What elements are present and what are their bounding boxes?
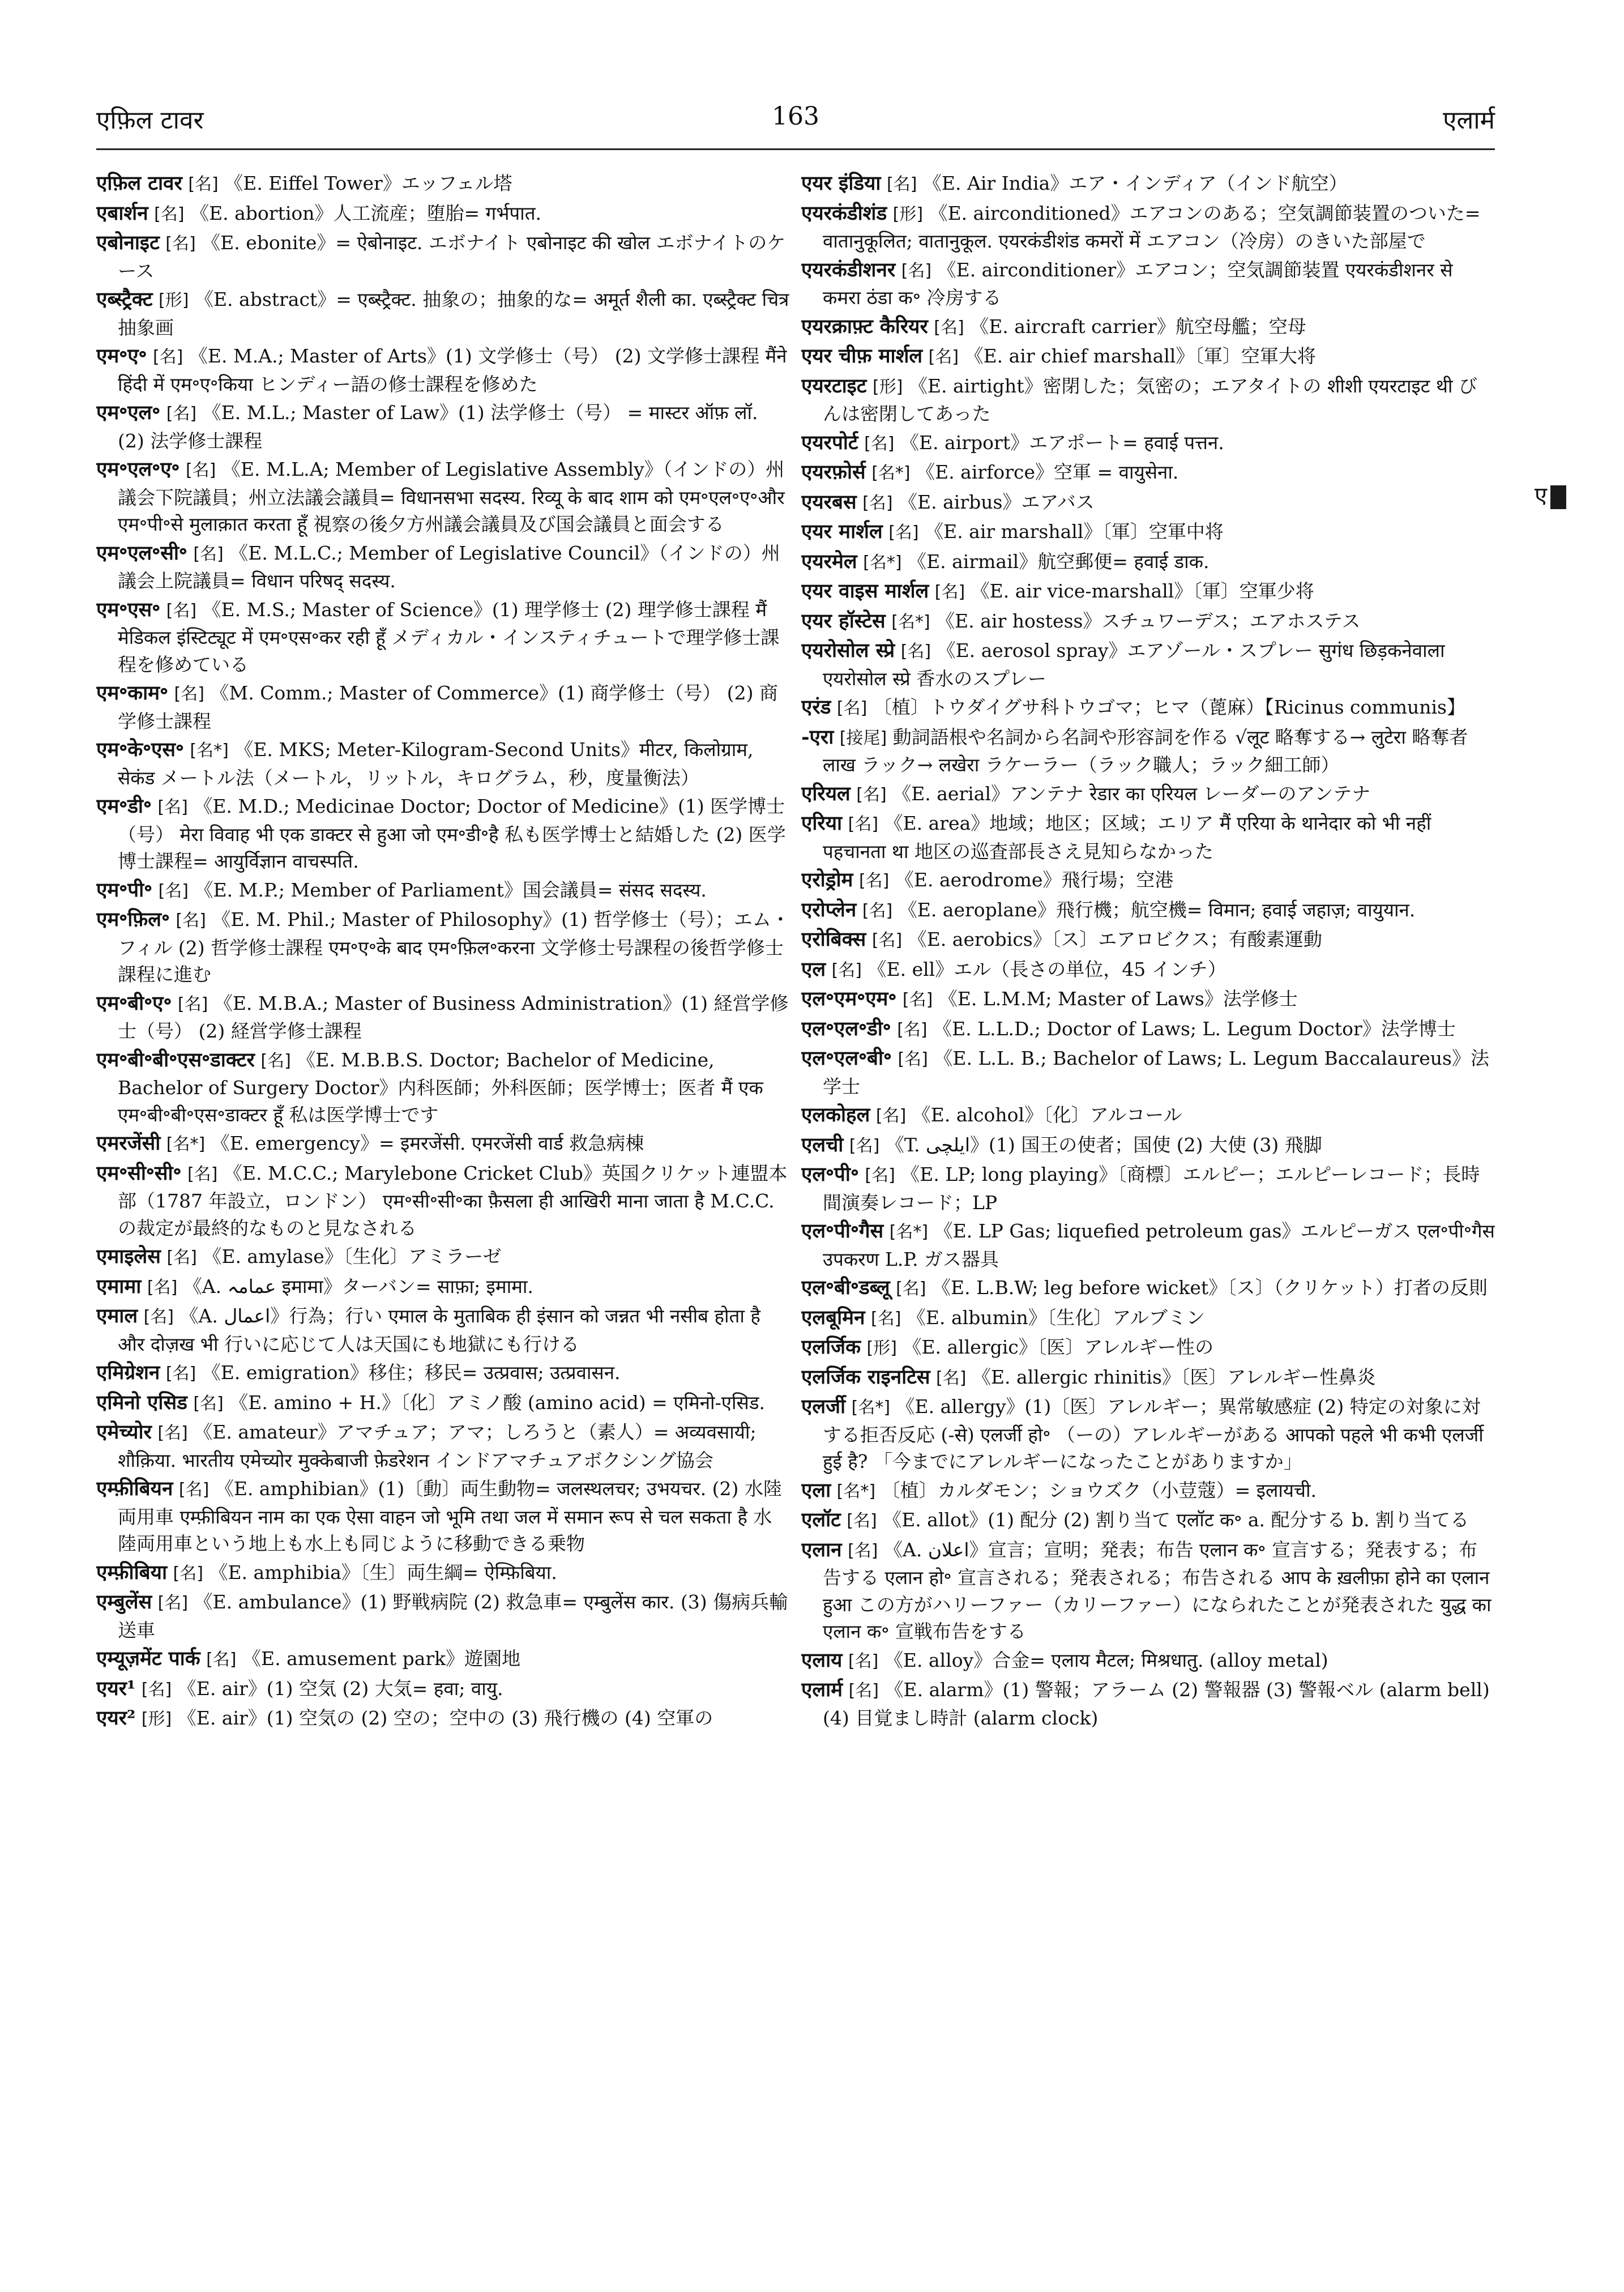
dictionary-entry xyxy=(96,906,790,988)
entry-definition: 《E. M.B.A.; Master of Business Administration》(1) 経営学修士（号） (2) 経営学修士課程 xyxy=(118,992,789,1042)
entry-part-of-speech: [名] xyxy=(934,582,965,602)
dictionary-entry xyxy=(96,680,790,735)
entry-definition: 《E. ebonite》= ऐबोनाइट. エボナイト एबोनाइट की खोल エボナイトのケース xyxy=(118,232,786,282)
entry-part-of-speech: [名] xyxy=(864,433,895,454)
dictionary-entry xyxy=(801,578,1495,606)
entry-headword: एलर्जी xyxy=(801,1395,846,1418)
entry-definition: 《E. M.B.B.S. Doctor; Bachelor of Medicine, Bachelor of Surgery Doctor》内科医師；外科医師；医学博士；医者 मैं एक एम॰बी॰बी॰एस॰डाक्टर हूँ 私は医学博士です xyxy=(118,1048,763,1126)
entry-definition: 《E. M.C.C.; Marylebone Cricket Club》英国クリケット連盟本部（1787 年設立，ロンドン） एम॰सी॰सी॰का फ़ैसला ही आखिरी माना जाता है M.C.C. の裁定が最終的なものと見なされる xyxy=(118,1162,788,1239)
header-rule xyxy=(96,148,1495,150)
entry-definition: 《E. allergic》〔医〕アレルギー性の xyxy=(903,1336,1214,1358)
entry-definition: 《E. L.M.M; Master of Laws》法学修士 xyxy=(938,988,1298,1010)
dictionary-entry xyxy=(801,1102,1495,1130)
entry-headword: एम्बुलेंस xyxy=(96,1590,152,1614)
entry-part-of-speech: [名] xyxy=(871,931,903,950)
entry-part-of-speech: [名] xyxy=(831,960,862,980)
entry-headword: एम्फ़ीबियन xyxy=(96,1477,173,1500)
entry-definition: 《E. amusement park》遊園地 xyxy=(242,1647,521,1670)
entry-headword: एलान xyxy=(801,1538,842,1561)
entry-headword: एबोनाइट xyxy=(96,231,160,254)
entry-headword: एम॰बी॰ए॰ xyxy=(96,991,172,1015)
entry-part-of-speech: [名] xyxy=(157,1423,188,1443)
entry-part-of-speech: [名] xyxy=(898,1049,928,1069)
entry-headword: एम॰एस॰ xyxy=(96,597,161,621)
entry-part-of-speech: [名*] xyxy=(836,1481,876,1501)
entry-definition: 《E. alarm》(1) 警報；アラーム (2) 警報器 (3) 警報ベル (alarm bell) (4) 目覚まし時計 (alarm clock) xyxy=(823,1679,1490,1729)
entry-definition: 《E. MKS; Meter-Kilogram-Second Units》मीटर, किलोग्राम, सेकंड メートル法（メートル，リットル，キログラム，秒，度量衡法） xyxy=(118,739,754,789)
entry-definition: 《E. M.A.; Master of Arts》(1) 文学修士（号） (2) 文学修士課程 मैंने हिंदी में एम॰ए॰किया ヒンディー語の修士課程を修めた xyxy=(118,345,787,395)
entry-headword: एल॰एल॰बी॰ xyxy=(801,1047,892,1070)
entry-definition: 《E. airbus》エアバス xyxy=(899,490,1095,513)
thumb-index-tab xyxy=(1535,479,1566,510)
entry-part-of-speech: [名*] xyxy=(889,1222,929,1242)
entry-part-of-speech: [形] xyxy=(141,1709,172,1729)
dictionary-entry xyxy=(96,1047,790,1129)
dictionary-entry xyxy=(96,229,790,284)
entry-headword: एब्स्ट्रैक्ट xyxy=(96,288,153,311)
entry-headword: एलर्जिक राइनटिस xyxy=(801,1365,930,1389)
entry-headword: एम॰फ़िल॰ xyxy=(96,908,170,931)
entry-part-of-speech: [形] xyxy=(892,204,924,224)
dictionary-entry xyxy=(801,1536,1495,1645)
entry-headword: -एरा xyxy=(801,725,834,749)
entry-definition: 《E. air marshall》〔軍〕空軍中将 xyxy=(925,520,1224,543)
entry-part-of-speech: [名] xyxy=(152,347,183,367)
entry-definition: 《E. emigration》移住；移民= उत्प्रवास; उत्प्रवासन. xyxy=(202,1361,621,1384)
entry-part-of-speech: [名] xyxy=(165,1364,196,1384)
entry-headword: एलाय xyxy=(801,1648,843,1672)
entry-headword: एमिनो एसिड xyxy=(96,1390,187,1414)
entry-definition: 《E. albumin》〔生化〕アルブミン xyxy=(907,1306,1205,1329)
dictionary-entry xyxy=(801,810,1495,865)
dictionary-entry xyxy=(801,1218,1495,1273)
entry-headword: एम॰एल॰ए॰ xyxy=(96,458,180,481)
entry-headword: एमरजेंसी xyxy=(96,1132,161,1155)
dictionary-entry xyxy=(96,1419,790,1474)
entry-headword: एयरक्राफ़्ट कैरियर xyxy=(801,314,928,338)
entry-part-of-speech: [形] xyxy=(873,377,903,397)
entry-headword: एल॰बी॰डब्लू xyxy=(801,1276,890,1299)
entry-definition: 《E. allot》(1) 配分 (2) 割り当て एलॉट क॰ a. 配分する b. 割り当てる xyxy=(883,1509,1469,1531)
entry-definition: 《E. aeroplane》飛行機；航空機= विमान; हवाई जहाज़; वायुयान. xyxy=(898,898,1416,921)
guide-word-left: एफ़िल टावर xyxy=(96,106,204,135)
dictionary-entry xyxy=(801,313,1495,342)
entry-definition: 動詞語根や名詞から名詞や形容詞を作る √लूट 略奪する→ लुटेरा 略奪者 लाख ラック→ लखेरा ラケーラー（ラック職人；ラック細工師） xyxy=(823,725,1468,776)
entry-definition: 《E. M.D.; Medicinae Doctor; Doctor of Medicine》(1) 医学博士（号） मेरा विवाह भी एक डाक्टर से हुआ जो एम॰डी॰है 私も医学博士と結婚した (2) 医学博士課程= आयुर्विज्ञान वाचस्पति. xyxy=(118,795,786,872)
dictionary-entry xyxy=(96,1559,790,1587)
dictionary-entry xyxy=(96,170,790,198)
entry-definition: 《E. M. Phil.; Master of Philosophy》(1) 哲学修士（号）；エム・フィル (2) 哲学修士課程 एम॰ए॰के बाद एम॰फ़िल॰करना 文学修士号課程の後哲学修士課程に進む xyxy=(118,908,790,985)
entry-headword: एलची xyxy=(801,1133,844,1156)
entry-definition: 《E. aerodrome》飛行場；空港 xyxy=(895,869,1174,891)
dictionary-entry xyxy=(96,1243,790,1271)
entry-headword: एयरबस xyxy=(801,490,857,514)
entry-definition: 《A. عمامہ इमामा》ターバン= साफ़ा; इमामा. xyxy=(183,1275,533,1297)
page-number: 163 xyxy=(772,102,819,131)
entry-headword: एल॰पी॰गैस xyxy=(801,1219,884,1243)
entry-part-of-speech: [名] xyxy=(260,1051,291,1071)
entry-definition: 《E. amateur》アマチュア；アマ；しろうと（素人）= अव्यवसायी; शौक़िया. भारतीय एमेच्योर मुक्केबाजी फ़ेडरेशन インドアマチュアボクシング協会 xyxy=(118,1421,757,1471)
dictionary-entry xyxy=(801,200,1495,255)
dictionary-entry xyxy=(801,1045,1495,1100)
entry-definition: 《E. L.L.D.; Doctor of Laws; L. Legum Doctor》法学博士 xyxy=(933,1017,1456,1040)
dictionary-entry xyxy=(801,1334,1495,1362)
dictionary-entry xyxy=(801,1676,1495,1731)
entry-definition: 〔植〕トウダイグサ科トウゴマ；ヒマ（蓖麻）【Ricinus communis】 xyxy=(873,696,1465,718)
entry-part-of-speech: [名] xyxy=(847,1511,877,1531)
entry-part-of-speech: [名] xyxy=(928,347,959,367)
guide-word-right: एलार्म xyxy=(1443,106,1495,135)
dictionary-entry xyxy=(96,877,790,905)
dictionary-entry xyxy=(96,1303,790,1358)
entry-definition: 《E. M.L.; Master of Law》(1) 法学修士（号） = मास्टर ऑफ़ लॉ. (2) 法学修士課程 xyxy=(118,402,758,452)
entry-part-of-speech: [名] xyxy=(178,1480,210,1500)
dictionary-entry xyxy=(96,1359,790,1388)
entry-headword: एम॰एल॰ xyxy=(96,401,161,424)
entry-headword: एयर² xyxy=(96,1706,136,1730)
entry-part-of-speech: [名] xyxy=(188,174,219,194)
entry-part-of-speech: [名] xyxy=(177,994,208,1014)
entry-definition: 《A. اعلان》宣言；宣明；発表；布告 एलान क॰ 宣言する；発表する；布告する एलान हो॰ 宣言される；発表される；布告される आप के ख़लीफ़ा होने का एलान हुआ この方がハリーファー（カリーファー）になられたことが発表された युद्ध का एलान क॰ 宣戦布告をする xyxy=(823,1538,1491,1642)
dictionary-entry xyxy=(801,694,1495,722)
dictionary-entry xyxy=(801,429,1495,458)
entry-headword: एल॰एम॰एम॰ xyxy=(801,987,897,1010)
entry-definition: 《E. LP Gas; liquefied petroleum gas》エルピーガス एल॰पी॰गैस उपकरण L.P. ガス器具 xyxy=(823,1220,1495,1270)
entry-definition: 《E. air vice-marshall》〔軍〕空軍少将 xyxy=(971,580,1314,602)
entry-headword: एयरकंडीशनर xyxy=(801,258,896,281)
entry-headword: एम॰पी॰ xyxy=(96,878,153,902)
entry-part-of-speech: [名] xyxy=(858,871,890,891)
entry-definition: 《E. alloy》合金= एलाय मैटल; मिश्रधातु. (alloy metal) xyxy=(884,1649,1328,1671)
dictionary-entry xyxy=(96,1130,790,1158)
dictionary-entry xyxy=(96,1273,790,1301)
entry-definition: 《E. amphibian》(1)〔動〕両生動物= जलस्थलचर; उभयचर. (2) 水陸両用車 एम्फ़ीबियन नाम का एक ऐसा वाहन जो भूमि तथा जल में समान रूप से चल सकता है 水陸両用車という地上も水上も同じように移動できる乗物 xyxy=(118,1478,782,1555)
entry-part-of-speech: [名] xyxy=(862,493,893,513)
entry-definition: 《E. ell》エル（長さの単位，45 インチ） xyxy=(867,958,1226,980)
entry-definition: 《E. air》(1) 空気 (2) 大気= हवा; वायु. xyxy=(177,1677,503,1700)
entry-definition: 《E. ambulance》(1) 野戦病院 (2) 救急車= एम्बुलेंस कार. (3) 傷病兵輸送車 xyxy=(118,1591,788,1641)
dictionary-entry xyxy=(96,1160,790,1242)
entry-definition: 《E. M.P.; Member of Parliament》国会議員= संसद सदस्य. xyxy=(194,878,707,901)
entry-headword: एम॰डी॰ xyxy=(96,795,152,818)
dictionary-entry xyxy=(801,548,1495,577)
entry-part-of-speech: [名] xyxy=(848,1540,878,1561)
entry-definition: 《E. Eiffel Tower》エッフェル塔 xyxy=(224,172,512,194)
entry-definition: 《E. L.B.W; leg before wicket》〔ス〕（クリケット）打者の反則 xyxy=(931,1277,1488,1299)
dictionary-entry xyxy=(96,540,790,595)
dictionary-entry xyxy=(96,1475,790,1557)
entry-definition: 《E. airconditioner》エアコン；空気調節装置 एयरकंडीशनर से कमरा ठंडा क॰ 冷房する xyxy=(823,258,1453,309)
entry-part-of-speech: [名*] xyxy=(190,741,229,761)
dictionary-entry xyxy=(801,867,1495,895)
entry-definition: 《E. allergy》(1)〔医〕アレルギー；異常敏感症 (2) 特定の対象に対する拒否反応 (-से) एलर्जी हो॰ （ーの）アレルギーがある आपको पहले भी कभी एलर्जी हुई है? 「今までにアレルギーになったことがありますか」 xyxy=(823,1395,1484,1472)
entry-part-of-speech: [名*] xyxy=(863,552,902,573)
entry-definition: 《E. M.L.C.; Member of Legislative Council》（インドの）州議会上院議員= विधान परिषद् सदस्य. xyxy=(118,541,780,592)
dictionary-entry xyxy=(96,1675,790,1704)
entry-part-of-speech: [名] xyxy=(848,1651,879,1671)
entry-definition: 《E. air hostess》スチュワーデス；エアホステス xyxy=(936,609,1361,632)
page-header xyxy=(96,102,1495,142)
dictionary-entry xyxy=(801,1477,1495,1505)
entry-part-of-speech: [名] xyxy=(848,814,879,834)
entry-headword: एम॰ए॰ xyxy=(96,344,147,368)
entry-definition: 《E. M.L.A; Member of Legislative Assembly》（インドの）州議会下院議員；州立法議会議員= विधानसभा सदस्य. रिव्यू के बाद शाम को एम॰एल॰ए॰और एम॰पी॰से मुलाक़ात करता हूँ 視察の後夕方州議会議員及び国会議員と面会する xyxy=(118,458,785,535)
entry-part-of-speech: [名] xyxy=(900,642,931,661)
entry-part-of-speech: [名] xyxy=(848,1681,879,1701)
entry-part-of-speech: [名] xyxy=(147,1277,178,1297)
entry-headword: एलॉट xyxy=(801,1508,841,1531)
entry-part-of-speech: [名] xyxy=(888,523,919,543)
entry-definition: 《E. LP; long playing》〔商標〕エルピー；エルピーレコード；長時間演奏レコード；LP xyxy=(823,1163,1480,1214)
entry-definition: 《E. airconditioned》エアコンのある；空気調節装置のついた= वातानुकूलित; वातानुकूल. एयरकंडीशंड कमरों में エアコン（冷房）のきいた部屋で xyxy=(823,202,1481,252)
entry-definition: 《E. airtight》密閉した；気密の；エアタイトの शीशी एयरटाइट थी びんは密閉してあった xyxy=(823,374,1477,425)
entry-headword: एयर हॉस्टेस xyxy=(801,609,886,633)
dictionary-entry xyxy=(96,596,790,678)
entry-part-of-speech: [形] xyxy=(159,291,189,310)
entry-headword: एम॰काम॰ xyxy=(96,681,168,705)
entry-part-of-speech: [名] xyxy=(158,881,189,901)
dictionary-entry xyxy=(96,456,790,538)
entry-headword: एल xyxy=(801,957,826,981)
entry-definition: 《E. emergency》= इमरजेंसी. एमरजेंसी वार्ड 救急病棟 xyxy=(211,1132,644,1154)
entry-part-of-speech: [名] xyxy=(902,990,933,1010)
dictionary-entry xyxy=(96,286,790,341)
dictionary-entry xyxy=(96,1589,790,1644)
entry-headword: एयर¹ xyxy=(96,1676,136,1700)
dictionary-entry xyxy=(801,1393,1495,1475)
thumb-index-marker xyxy=(1550,485,1566,509)
entry-headword: एम॰बी॰बी॰एस॰डाक्टर xyxy=(96,1048,255,1072)
entry-definition: 《M. Comm.; Master of Commerce》(1) 商学修士（号） (2) 商学修士課程 xyxy=(118,682,778,732)
entry-part-of-speech: [名] xyxy=(862,900,893,921)
entry-part-of-speech: [名] xyxy=(166,600,197,621)
entry-definition: 《E. aerosol spray》エアゾール・スプレー सुगंध छिड़कनेवाला एयरोसोल स्प्रे 香水のスプレー xyxy=(823,639,1445,690)
entry-part-of-speech: [名] xyxy=(193,544,224,564)
entry-part-of-speech: [名] xyxy=(887,174,917,194)
entry-part-of-speech: [名] xyxy=(157,1593,189,1613)
dictionary-entry xyxy=(801,1161,1495,1216)
entry-headword: एला xyxy=(801,1478,831,1502)
entry-part-of-speech: [名] xyxy=(206,1650,237,1670)
entry-headword: एलबूमिन xyxy=(801,1305,865,1329)
left-column xyxy=(96,170,790,2231)
entry-definition: 《E. air chief marshall》〔軍〕空軍大将 xyxy=(964,345,1316,367)
entry-definition: 《E. area》地域；地区；区域；エリア मैं एरिया के थानेदार को भी नहीं पहचानता था 地区の巡査部長さえ見知らなかった xyxy=(823,812,1431,863)
dictionary-entry xyxy=(96,200,790,228)
entry-headword: एरियल xyxy=(801,782,851,805)
entry-headword: एम॰एल॰सी॰ xyxy=(96,541,187,565)
dictionary-entry xyxy=(96,399,790,454)
entry-headword: एमाल xyxy=(96,1304,138,1328)
dictionary-entry xyxy=(801,1364,1495,1392)
entry-part-of-speech: [名] xyxy=(187,1164,218,1184)
dictionary-entry xyxy=(801,373,1495,428)
entry-headword: एम॰सी॰सी॰ xyxy=(96,1161,182,1185)
dictionary-entry xyxy=(801,780,1495,809)
entry-headword: एमिग्रेशन xyxy=(96,1361,160,1384)
entry-part-of-speech: [名] xyxy=(897,1019,928,1040)
entry-headword: एयर मार्शल xyxy=(801,520,883,543)
entry-headword: एरंड xyxy=(801,695,831,719)
entry-part-of-speech: [名] xyxy=(143,1307,174,1327)
dictionary-entry xyxy=(801,1506,1495,1535)
entry-headword: एलकोहल xyxy=(801,1103,870,1126)
entry-headword: एयरोसोल स्प्रे xyxy=(801,639,895,662)
dictionary-entry xyxy=(96,990,790,1045)
entry-part-of-speech: [名] xyxy=(165,234,196,254)
entry-headword: एमाइलेस xyxy=(96,1245,161,1268)
dictionary-entry xyxy=(96,1705,790,1733)
entry-headword: एमेच्योर xyxy=(96,1420,152,1444)
dictionary-entry xyxy=(801,1274,1495,1303)
entry-headword: एरिया xyxy=(801,812,843,835)
dictionary-entry xyxy=(801,956,1495,984)
entry-headword: एयरफ़ोर्स xyxy=(801,460,866,484)
entry-headword: एम्फ़ीबिया xyxy=(96,1560,168,1584)
entry-definition: 《E. amino + H.》〔化〕アミノ酸 (amino acid) = एमिनो-एसिड. xyxy=(229,1391,766,1414)
dictionary-entry xyxy=(801,1647,1495,1675)
entry-definition: 〔植〕カルダモン；ショウズク（小荳蔻）= इलायची. xyxy=(881,1479,1317,1501)
dictionary-entry xyxy=(96,343,790,398)
entry-definition: 《E. M.S.; Master of Science》(1) 理学修士 (2) 理学修士課程 मैं मेडिकल इंस्टिट्यूट में एम॰एस॰कर रही हूँ メディカル・インスティチュートで理学修士課程を修めている xyxy=(118,598,780,676)
entry-headword: एयर चीफ़ मार्शल xyxy=(801,344,923,368)
entry-definition: 《E. abortion》人工流産；堕胎= गर्भपात. xyxy=(190,202,542,224)
entry-part-of-speech: [名] xyxy=(193,1393,224,1414)
entry-part-of-speech: [名] xyxy=(185,460,216,480)
entry-part-of-speech: [名*] xyxy=(891,612,930,632)
entry-part-of-speech: [名] xyxy=(154,204,185,224)
entry-part-of-speech: [名] xyxy=(157,797,188,817)
entry-headword: एल॰पी॰ xyxy=(801,1163,859,1186)
dictionary-entry xyxy=(801,608,1495,636)
dictionary-entry xyxy=(96,1389,790,1418)
entry-definition: 《E. alcohol》〔化〕アルコール xyxy=(912,1104,1182,1126)
entry-headword: एरोबिक्स xyxy=(801,928,866,951)
entry-headword: एयर वाइस मार्शल xyxy=(801,579,929,603)
dictionary-entry xyxy=(801,518,1495,547)
entry-headword: एलर्जिक xyxy=(801,1335,861,1359)
dictionary-entry xyxy=(96,1645,790,1674)
entry-definition: 《E. aerial》アンテナ रेडार का एरियल レーダーのアンテナ xyxy=(892,782,1371,805)
entry-part-of-speech: [名*] xyxy=(166,1134,206,1154)
entry-definition: 《E. L.L. B.; Bachelor of Laws; L. Legum Baccalaureus》法学士 xyxy=(823,1047,1489,1098)
entry-headword: एल॰एल॰डी॰ xyxy=(801,1017,891,1040)
entry-definition: 《E. airforce》空軍 = वायुसेना. xyxy=(916,461,1179,483)
entry-part-of-speech: [名*] xyxy=(851,1398,891,1418)
entry-part-of-speech: [接尾] xyxy=(839,728,887,748)
entry-part-of-speech: [名] xyxy=(936,1368,967,1388)
dictionary-entry xyxy=(96,736,790,791)
dictionary-entry xyxy=(801,489,1495,517)
entry-headword: एम्यूज़मेंट पार्क xyxy=(96,1647,200,1670)
entry-part-of-speech: [名] xyxy=(871,1308,901,1329)
entry-headword: एयरमेल xyxy=(801,549,857,573)
entry-part-of-speech: [名] xyxy=(901,261,932,281)
entry-part-of-speech: [形] xyxy=(866,1338,897,1358)
entry-headword: एयरटाइट xyxy=(801,374,867,398)
entry-part-of-speech: [名] xyxy=(166,1248,197,1267)
entry-definition: 《E. airport》エアポート= हवाई पत्तन. xyxy=(900,431,1224,454)
dictionary-entry xyxy=(801,985,1495,1014)
entry-part-of-speech: [名] xyxy=(173,1563,203,1584)
entry-headword: एबार्शन xyxy=(96,201,148,225)
entry-definition: 《E. aircraft carrier》航空母艦；空母 xyxy=(970,315,1306,338)
entry-part-of-speech: [名] xyxy=(176,911,206,931)
dictionary-entry xyxy=(801,257,1495,311)
entry-part-of-speech: [名] xyxy=(934,317,964,338)
entry-headword: एयरकंडीशंड xyxy=(801,201,887,225)
entry-definition: 《E. amphibia》〔生〕両生綱= ऐम्फ़िबिया. xyxy=(209,1561,557,1584)
entry-definition: 《E. aerobics》〔ス〕エアロビクス；有酸素運動 xyxy=(908,928,1322,950)
dictionary-entry xyxy=(801,343,1495,371)
entry-definition: 《E. amylase》〔生化〕アミラーゼ xyxy=(203,1245,502,1267)
dictionary-entry xyxy=(801,1132,1495,1160)
dictionary-entry xyxy=(801,459,1495,487)
dictionary-entry xyxy=(801,926,1495,954)
entry-definition: 《E. airmail》航空郵便= हवाई डाक. xyxy=(908,550,1210,573)
entry-headword: एरोप्लेन xyxy=(801,898,857,921)
entry-part-of-speech: [名] xyxy=(896,1279,926,1299)
entry-part-of-speech: [名] xyxy=(174,684,204,704)
entry-headword: एरोड्रोम xyxy=(801,868,853,891)
entry-part-of-speech: [名] xyxy=(856,784,887,805)
entry-part-of-speech: [名] xyxy=(849,1136,880,1156)
entry-headword: एयरपोर्ट xyxy=(801,430,858,454)
entry-headword: एम॰के॰एस॰ xyxy=(96,738,184,761)
dictionary-entry xyxy=(801,897,1495,925)
dictionary-entry xyxy=(801,1015,1495,1044)
entry-definition: 《E. abstract》= एब्स्ट्रैक्ट. 抽象の；抽象的な= अमूर्त शैली का. एब्स्ट्रैक्ट चित्र 抽象画 xyxy=(118,288,789,339)
entry-part-of-speech: [名] xyxy=(865,1166,895,1185)
entry-part-of-speech: [名*] xyxy=(871,463,911,483)
thumb-index-label: ए xyxy=(1535,483,1548,509)
dictionary-entry xyxy=(96,793,790,875)
entry-headword: एमामा xyxy=(96,1274,142,1298)
right-column xyxy=(801,170,1495,2231)
entry-headword: एलार्म xyxy=(801,1678,843,1701)
entry-part-of-speech: [名] xyxy=(875,1106,907,1126)
dictionary-entry xyxy=(801,724,1495,779)
entry-part-of-speech: [名] xyxy=(836,698,867,718)
entry-headword: एफ़िल टावर xyxy=(96,172,182,195)
entry-definition: 《E. air》(1) 空気の (2) 空の；空中の (3) 飛行機の (4) 空軍の xyxy=(177,1707,713,1729)
entry-definition: 《A. اعمال》行為；行い एमाल के मुताबिक ही इंसान को जन्नत भी नसीब होता है और दोज़ख भी 行いに応じて人は天国にも地獄にも行ける xyxy=(118,1305,760,1355)
dictionary-entry xyxy=(801,1304,1495,1333)
entry-definition: 《E. Air India》エア・インディア（インド航空） xyxy=(922,172,1348,194)
entry-definition: 《T. ایلچی》(1) 国王の使者；国使 (2) 大使 (3) 飛脚 xyxy=(885,1133,1322,1156)
entry-headword: एयर इंडिया xyxy=(801,172,881,195)
dictionary-entry xyxy=(801,170,1495,198)
entry-definition: 《E. allergic rhinitis》〔医〕アレルギー性鼻炎 xyxy=(972,1365,1376,1388)
entry-part-of-speech: [名] xyxy=(166,404,197,424)
entry-part-of-speech: [名] xyxy=(141,1679,172,1700)
dictionary-entry xyxy=(801,637,1495,692)
